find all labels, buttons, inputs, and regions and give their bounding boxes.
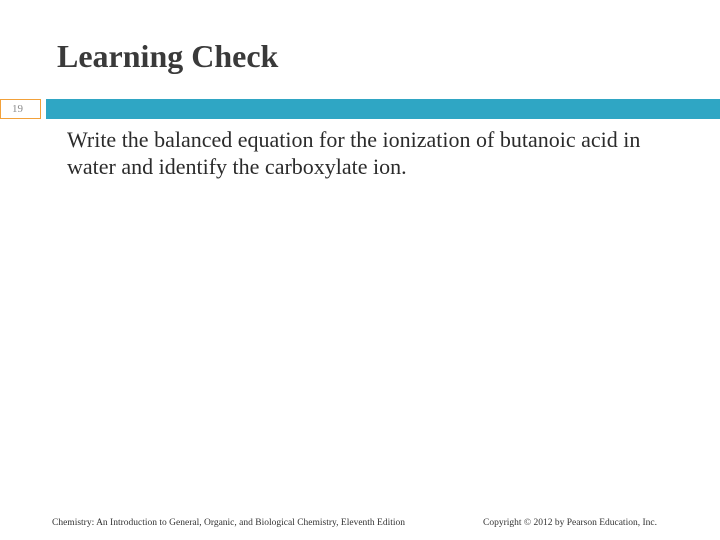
footer-book-title: Chemistry: An Introduction to General, Organic, and Biological Chemistry, Eleventh Edition: [52, 518, 406, 528]
slide-title: Learning Check: [57, 38, 279, 74]
footer-copyright: Copyright © 2012 by Pearson Education, Inc.: [483, 518, 657, 528]
slide-number: 19: [0, 99, 41, 119]
slide-body-text: Write the balanced equation for the ionization of butanoic acid in water and identify the carboxylate ion.: [67, 127, 641, 179]
title-divider-bar: [46, 99, 720, 119]
